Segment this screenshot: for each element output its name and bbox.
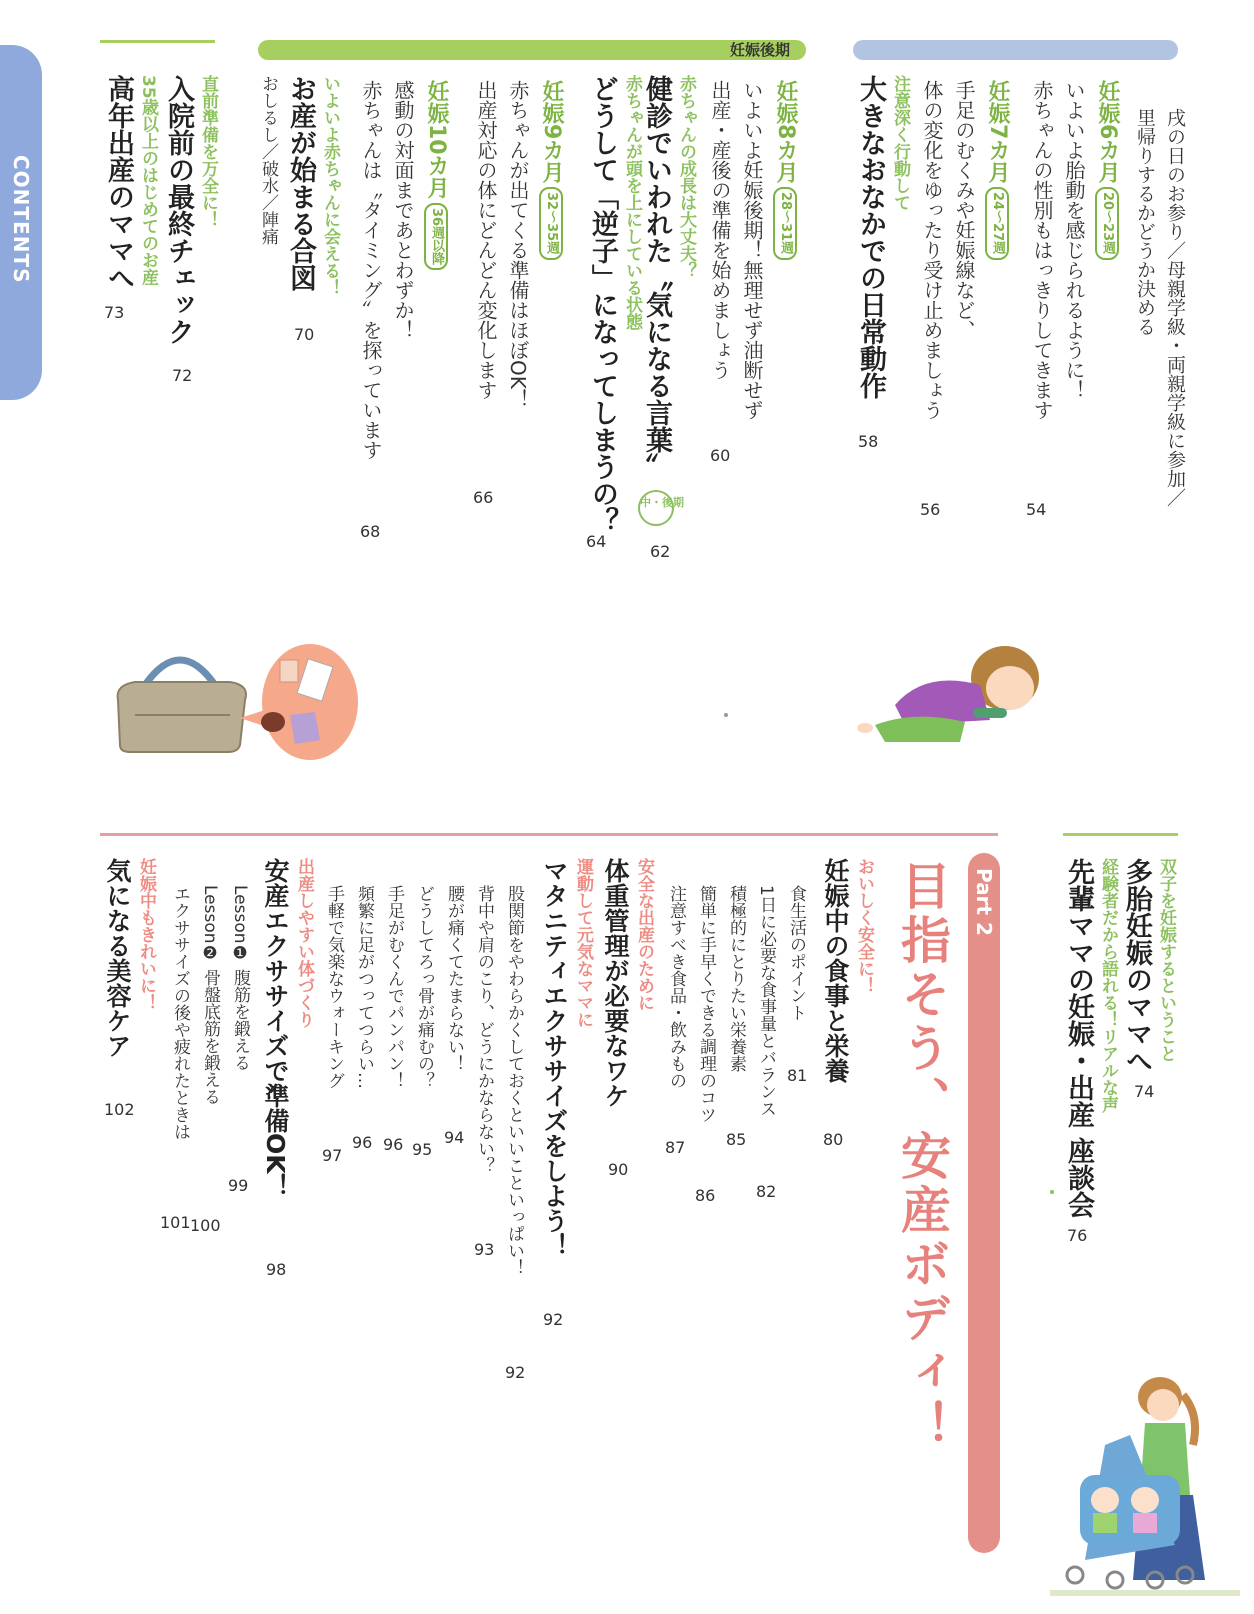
page-number: 96 [383,1135,404,1154]
toc-entry-90[interactable] [598,858,656,1108]
month-label: 妊娠6カ月20～23週 [1090,80,1124,420]
toc-entry-60[interactable] [704,80,802,420]
entry-text: いよいよ胎動を感じられるように！ [1062,80,1086,400]
page-number: 66 [473,488,494,507]
entry-text: いよいよ妊娠後期！無理せず油断せず [740,80,764,420]
page-number: 100 [190,1216,221,1235]
entry-text: 手軽で気楽なウォーキング [324,885,344,1089]
entry-subtitle: おいしく安全に！ [854,858,874,994]
entry-text: 注意すべき食品・飲みもの [666,885,686,1089]
entry-title: 健診でいわれた〝気になる言葉〟中・後期 [638,75,674,526]
contents-label: CONTENTS [9,155,33,284]
page-number: 85 [726,1130,747,1149]
hospital-bag-illustration [110,640,360,760]
toc-entry-95[interactable] [410,885,438,1089]
entry-text: 股関節をやわらかくしておくといいこといっぱい！ [504,885,524,1276]
entry-text: 背中や肩のこり、どうにかならない？ [474,885,494,1174]
toc-entry-66[interactable] [470,80,568,409]
toc-entry-62[interactable] [638,75,698,526]
bottom-rule-green [1063,833,1178,836]
page-number: 86 [695,1186,716,1205]
toc-entry-94[interactable] [440,885,468,1072]
entry-text: 里帰りするかどうか決める [1134,108,1156,336]
page-number: 102 [104,1100,135,1119]
entry-title: 体重管理が必要なワケ [601,858,630,1108]
entry-subtitle: 注意深く行動して [890,75,910,211]
page-number: 81 [787,1066,808,1085]
part2-title: 目指そう、安産ボディ！ [893,860,951,1454]
entry-title: 入院前の最終チェック [163,75,194,345]
page-number: 93 [474,1240,495,1259]
entry-title: 多胎妊娠のママへ [1121,858,1152,1074]
toc-entry-82[interactable] [752,885,780,1117]
entry-subtitle: 経験者だから語れる！リアルな声 [1098,858,1118,1113]
toc-entry-92a[interactable] [537,858,595,1258]
part2-strip [968,853,1000,1553]
entry-subtitle: いよいよ赤ちゃんに会える！ [320,75,340,296]
page-number: 101 [160,1213,191,1232]
entry-title: 安産エクササイズで準備OK！ [261,858,290,1199]
page-number: 94 [444,1128,465,1147]
page-number: 76 [1067,1226,1088,1245]
toc-entry-76[interactable] [1060,858,1120,1218]
month-label: 妊娠9カ月32～35週 [534,80,568,409]
entry-subtitle: 35歳以上のはじめてのお産 [138,75,158,286]
page-number: 80 [823,1130,844,1149]
weeks-badge: 28～31週 [773,187,797,259]
entry-title: マタニティエクササイズをしよう！ [540,858,569,1258]
toc-entry-58[interactable] [852,75,912,399]
entry-title: 気になる美容ケア [103,858,132,1058]
toc-entry-85[interactable] [722,885,750,1072]
toc-entry-87[interactable] [662,885,690,1089]
weeks-badge: 32～35週 [539,187,563,259]
toc-entry-74[interactable] [1118,858,1178,1074]
toc-entry-101[interactable] [166,885,194,1140]
toc-entry-99[interactable] [226,885,254,1071]
toc-entry-97[interactable] [320,885,348,1089]
page-number: 74 [1134,1082,1155,1101]
toc-entry-73[interactable] [100,75,160,291]
section-label: 妊娠後期 [729,41,790,59]
entry-subtitle: 赤ちゃんが頭を上にしている状態 [622,75,642,330]
toc-entry-80[interactable] [818,858,876,1083]
month-label: 妊娠7カ月24～27週 [980,80,1014,420]
entry-title: 先輩ママの妊娠・出産 座談会 [1063,858,1094,1219]
entry-text: 出産対応の体にどんどん変化します [474,80,498,400]
entry-title: 高年出産のママへ [103,75,134,291]
page-number: 56 [920,500,941,519]
toc-entry-events[interactable] [1130,108,1190,507]
toc-entry-72[interactable] [160,75,220,345]
entry-text: 赤ちゃんは〝タイミング〟を探っています [359,80,383,460]
toc-entry-64[interactable] [584,75,644,534]
entry-text: 手足のむくみや妊娠線など、 [952,80,976,340]
toc-entry-68[interactable] [355,80,453,460]
entry-subtitle: 直前準備を万全に！ [198,75,218,228]
page-number: 62 [650,542,671,561]
page-number: 95 [412,1140,433,1159]
entry-subtitle: 双子を妊娠するということ [1156,858,1176,1062]
entry-subtitle: 安全な出産のために [634,858,654,1011]
page-number: 92 [505,1363,526,1382]
bottom-rule-pink [100,833,998,836]
entry-text: 食生活のポイント [786,885,806,1021]
page-number: 98 [266,1260,287,1279]
dot [724,713,728,717]
page-number: 73 [104,303,125,322]
month-label: 妊娠8カ月28～31週 [768,80,802,420]
toc-entry-93[interactable] [470,885,498,1174]
weeks-badge: 20～23週 [1095,187,1119,259]
entry-text: Lesson❶ 腹筋を鍛える [230,885,250,1071]
page-number: 97 [322,1146,343,1165]
page-number: 68 [360,522,381,541]
entry-text: 赤ちゃんが出てくる準備はほぼOK！ [506,80,530,409]
entry-title: 大きなおなかでの日常動作 [855,75,886,399]
month-label: 妊娠10カ月36週以降 [419,80,453,460]
page-number: 99 [228,1176,249,1195]
period-badge: 中・後期 [638,490,674,526]
section-bar-mid [853,40,1178,60]
entry-text: 頻繁に足がつってつらい… [354,885,374,1089]
page-number: 92 [543,1310,564,1329]
page-number: 72 [172,366,193,385]
entry-text: 赤ちゃんの性別もはっきりしてきます [1030,80,1054,420]
page-number: 54 [1026,500,1047,519]
toc-entry-86[interactable] [692,885,720,1123]
toc-entry-96a[interactable] [380,885,408,1089]
page-number: 60 [710,446,731,465]
toc-entry-56[interactable] [916,80,1014,420]
toc-entry-54[interactable] [1026,80,1124,420]
page-number: 82 [756,1182,777,1201]
toc-entry-98[interactable] [258,858,316,1199]
toc-entry-100[interactable] [196,885,224,1105]
entry-text: 感動の対面まであとわずか！ [391,80,415,340]
entry-title: どうして「逆子」になってしまうの？ [587,75,618,534]
entry-text: どうしてろっ骨が痛むの？ [414,885,434,1089]
dot [1050,1190,1054,1194]
entry-subtitle: 妊娠中もきれいに！ [136,858,156,1011]
entry-text: 簡単に手早くできる調理のコツ [696,885,716,1123]
weeks-badge: 24～27週 [985,187,1009,259]
toc-entry-102[interactable] [100,858,158,1058]
twin-stroller-illustration [1045,1375,1245,1605]
entry-text: エクササイズの後や疲れたときは [170,885,190,1140]
entry-subtitle: 赤ちゃんの成長は大丈夫？ [676,75,696,279]
crawling-mom-illustration [855,630,1065,750]
entry-text: 腰が痛くてたまらない！ [444,885,464,1072]
entry-text: Lesson❷ 骨盤底筋を鍛える [200,885,220,1105]
entry-text: 体の変化をゆったり受け止めましょう [920,80,944,420]
toc-entry-92b[interactable] [500,885,528,1276]
toc-entry-70[interactable] [254,75,342,296]
part2-label: Part 2 [972,868,996,936]
section-bar-late [258,40,806,60]
entry-text: 戌の日のお参り／母親学級・両親学級に参加／ [1164,108,1186,507]
top-rule-left [100,40,215,43]
page-number: 64 [586,532,607,551]
weeks-badge: 36週以降 [424,203,448,270]
entry-subtitle: 出産しやすい体づくり [294,858,314,1028]
entry-subtitle: 運動して元気なママに [573,858,593,1028]
entry-title: 妊娠中の食事と栄養 [821,858,850,1083]
entry-text: おしるし／破水／陣痛 [258,75,278,245]
page-number: 87 [665,1138,686,1157]
entry-text: 1日に必要な食事量とバランス [756,885,776,1117]
entry-text: 手足がむくんでパンパン！ [384,885,404,1089]
page-number: 70 [294,325,315,344]
toc-entry-81[interactable] [782,885,810,1021]
page-number: 90 [608,1160,629,1179]
page-number: 96 [352,1133,373,1152]
entry-text: 出産・産後の準備を始めましょう [708,80,732,380]
entry-text: 積極的にとりたい栄養素 [726,885,746,1072]
page-number: 58 [858,432,879,451]
entry-title: お産が始まる合図 [285,75,316,291]
toc-entry-96b[interactable] [350,885,378,1089]
